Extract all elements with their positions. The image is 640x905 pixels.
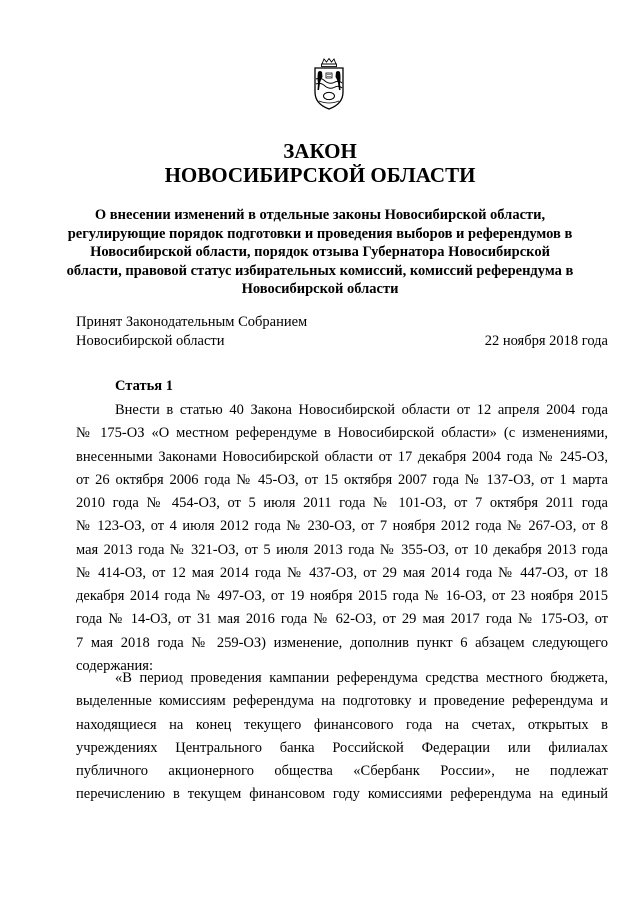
paragraph-line: учреждениях Центрального банка Российской Федерации или филиалах <box>76 739 608 756</box>
adopted-by <box>76 313 307 350</box>
article-paragraph <box>76 399 608 678</box>
paragraph-line: содержания: <box>76 657 154 674</box>
paragraph-line: № 123-ОЗ, от 4 июля 2012 года № 230-ОЗ, от 7 ноября 2012 года № 267-ОЗ, от 8 <box>76 518 608 535</box>
adopted-line: Принят Законодательным Собранием <box>76 314 308 330</box>
subtitle-line: Новосибирской области, порядок отзыва Губернатора Новосибирской <box>90 244 550 261</box>
law-title: ЗАКОН <box>283 139 357 163</box>
coat-of-arms-icon <box>313 58 345 110</box>
paragraph-line: декабря 2014 года № 497-ОЗ, от 19 ноября 2015 года № 16-ОЗ, от 23 ноября 2015 <box>76 588 608 604</box>
quoted-paragraph <box>76 667 608 807</box>
paragraph-line: № 414-ОЗ, от 12 мая 2014 года № 437-ОЗ, от 29 мая 2014 года № 447-ОЗ, от 18 <box>76 564 608 581</box>
paragraph-line: Внести в статью 40 Закона Новосибирской области от 12 апреля 2004 года <box>115 402 608 418</box>
paragraph-line: мая 2013 года № 321-ОЗ, от 5 июля 2013 года № 355-ОЗ, от 10 декабря 2013 года <box>76 541 608 558</box>
paragraph-line: внесенными Законами Новосибирской области от 17 декабря 2004 года № 245-ОЗ, <box>76 448 608 465</box>
paragraph-line: года № 14-ОЗ, от 31 мая 2016 года № 62-ОЗ, от 29 мая 2017 года № 175-ОЗ, от <box>76 611 608 628</box>
subtitle-line: Новосибирской области <box>241 281 399 298</box>
paragraph-line: № 175-ОЗ «О местном референдуме в Новосибирской области» (с изменениями, <box>76 425 608 442</box>
paragraph-line: 7 мая 2018 года № 259-ОЗ) изменение, дополнив пункт 6 абзацем следующего <box>76 634 608 651</box>
paragraph-line: публичного акционерного общества «Сбербанк России», не подлежат <box>76 763 608 779</box>
region-title: НОВОСИБИРСКОЙ ОБЛАСТИ <box>164 163 476 187</box>
paragraph-line: 2010 года № 454-ОЗ, от 5 июля 2011 года № 101-ОЗ, от 7 октября 2011 года <box>76 495 608 511</box>
subtitle-line: О внесении изменений в отдельные законы Новосибирской области, <box>94 207 546 223</box>
subtitle-line: регулирующие порядок подготовки и проведения выборов и референдумов в <box>67 225 573 242</box>
paragraph-line: от 26 октября 2006 года № 45-ОЗ, от 15 октября 2007 года № 137-ОЗ, от 1 марта <box>76 471 608 488</box>
paragraph-line: «В период проведения кампании референдума средства местного бюджета, <box>115 670 608 686</box>
law-subtitle <box>60 206 580 299</box>
paragraph-line: перечислению в текущем финансовом году комиссиями референдума на единый <box>76 786 608 803</box>
article-heading: Статья 1 <box>115 378 173 394</box>
paragraph-line: выделенные комиссиям референдума на подготовку и проведение референдума и <box>76 693 608 710</box>
adopted-line: Новосибирской области <box>76 332 225 349</box>
adopted-date: 22 ноября 2018 года <box>484 332 608 349</box>
paragraph-line: находящиеся на конец текущего финансового года на счетах, открытых в <box>76 716 608 733</box>
subtitle-line: области, правовой статус избирательных комиссий, комиссий референдума в <box>66 262 574 279</box>
